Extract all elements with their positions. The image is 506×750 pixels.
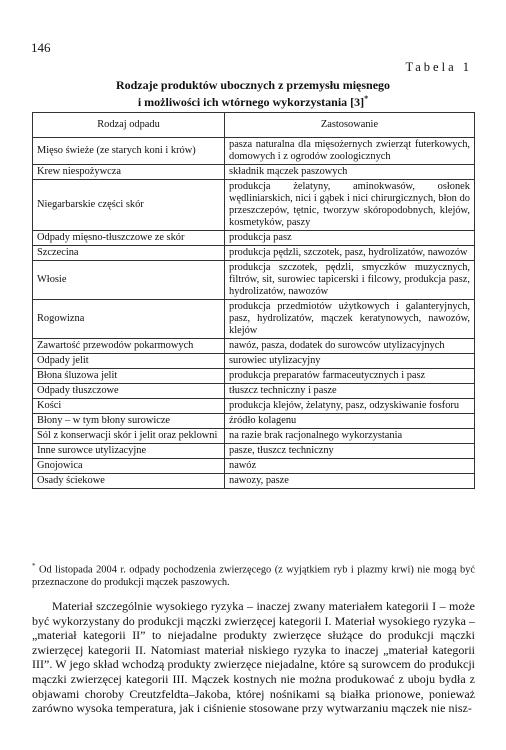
table-row: [33, 246, 475, 261]
application-cell: produkcja szczotek, pędzli, smyczków muzycznych, filtrów, sit, surowiec tapicerski i filcowy, produkcja pasz, hydrolizatów, nawozów: [225, 261, 475, 300]
application-cell: pasze, tłuszcz techniczny: [225, 444, 475, 459]
table-row: [33, 138, 475, 165]
waste-type-cell: Rogowizna: [33, 300, 225, 339]
waste-type-cell: Szczecina: [33, 246, 225, 261]
table-row: [33, 339, 475, 354]
application-cell: nawóz, pasza, dodatek do surowców utylizacyjnych: [225, 339, 475, 354]
title-footnote-mark: *: [364, 94, 369, 103]
table-row: [33, 369, 475, 384]
table-row: [33, 429, 475, 444]
application-cell: składnik mączek paszowych: [225, 165, 475, 180]
table-row: [33, 165, 475, 180]
application-cell: na razie brak racjonalnego wykorzystania: [225, 429, 475, 444]
footnote-mark: *: [32, 562, 36, 570]
waste-type-cell: Włosie: [33, 261, 225, 300]
waste-type-cell: Inne surowce utylizacyjne: [33, 444, 225, 459]
table-body: [33, 138, 475, 489]
application-cell: produkcja pasz: [225, 231, 475, 246]
waste-type-cell: Gnojowica: [33, 459, 225, 474]
table-label: Tabela 1: [405, 60, 472, 74]
table-row: [33, 384, 475, 399]
title-line-2-text: i możliwości ich wtórnego wykorzystania [3]: [137, 95, 365, 109]
waste-type-cell: Odpady jelit: [33, 354, 225, 369]
application-cell: produkcja klejów, żelatyny, pasz, odzyskiwanie fosforu: [225, 399, 475, 414]
page-number: 146: [31, 40, 51, 55]
waste-type-cell: Krew niespożywcza: [33, 165, 225, 180]
footnote-text: Od listopada 2004 r. odpady pochodzenia zwierzęcego (z wyjątkiem ryb i plazmy krwi) nie mogą być przeznaczone do produkcji mączek paszowych.: [32, 564, 475, 589]
title-line-2: [60, 92, 446, 109]
table-row: [33, 399, 475, 414]
title-line-1: Rodzaje produktów ubocznych z przemysłu mięsnego: [115, 78, 391, 92]
table-row: [33, 300, 475, 339]
table-row: [33, 414, 475, 429]
application-cell: produkcja przedmiotów użytkowych i galanteryjnych, pasz, hydrolizatów, mączek keratynowych, nawozów, klejów: [225, 300, 475, 339]
table-title: [60, 78, 446, 109]
waste-type-cell: Zawartość przewodów pokarmowych: [33, 339, 225, 354]
application-cell: nawóz: [225, 459, 475, 474]
waste-type-cell: Kości: [33, 399, 225, 414]
byproducts-table: [32, 112, 475, 489]
application-cell: produkcja pędzli, szczotek, pasz, hydrolizatów, nawozów: [225, 246, 475, 261]
application-cell: pasza naturalna dla mięsożernych zwierząt futerkowych, domowych i z ogrodów zoologicznych: [225, 138, 475, 165]
waste-type-cell: Błona śluzowa jelit: [33, 369, 225, 384]
waste-type-cell: Błony – w tym błony surowicze: [33, 414, 225, 429]
application-cell: tłuszcz techniczny i pasze: [225, 384, 475, 399]
header-waste-type: Rodzaj odpadu: [33, 113, 225, 138]
table-row: [33, 474, 475, 489]
application-cell: nawozy, pasze: [225, 474, 475, 489]
table-row: [33, 180, 475, 231]
application-cell: surowiec utylizacyjny: [225, 354, 475, 369]
footnote: [32, 560, 475, 589]
application-cell: źródło kolagenu: [225, 414, 475, 429]
table-row: [33, 354, 475, 369]
body-paragraph: Materiał szczególnie wysokiego ryzyka – inaczej zwany materiałem kategorii I – może być wykorzystany do produkcji mączki zwierzęcej kategorii I. Materiał wysokiego ryzyka – „materiał kategorii II” to niejadalne produkty zwierzęce służące do produkcji mączki zwierzęcej kategorii II. Natomiast materiał niskiego ryzyka to inaczej „materiał kategorii III”. W jego skład wchodzą produkty zwierzęce niejadalne, które są surowcem do produkcji mączki zwierzęcej kategorii III. Mączek kostnych nie można produkować z uboju bydła z objawami choroby Creutzfeldta–Jakoba, której nośnikami są białka prionowe, ponieważ zarówno wysoka temperatura, jak i ciśnienie stosowane przy wytwarzaniu mączek nie nisz-: [32, 599, 475, 716]
application-cell: produkcja preparatów farmaceutycznych i pasz: [225, 369, 475, 384]
table-header-row: [33, 113, 475, 138]
table-row: [33, 444, 475, 459]
waste-type-cell: Odpady mięsno-tłuszczowe ze skór: [33, 231, 225, 246]
waste-type-cell: Osady ściekowe: [33, 474, 225, 489]
table-row: [33, 261, 475, 300]
table-row: [33, 231, 475, 246]
waste-type-cell: Niegarbarskie części skór: [33, 180, 225, 231]
header-application: Zastosowanie: [225, 113, 475, 138]
waste-type-cell: Odpady tłuszczowe: [33, 384, 225, 399]
application-cell: produkcja żelatyny, aminokwasów, osłonek wędliniarskich, nici i gąbek i nici chirurgicznych, błon do przeszczepów, tętnic, tworzyw skóropodobnych, klejów, kosmetyków, paszy: [225, 180, 475, 231]
table-row: [33, 459, 475, 474]
waste-type-cell: Mięso świeże (ze starych koni i krów): [33, 138, 225, 165]
waste-type-cell: Sól z konserwacji skór i jelit oraz peklowni: [33, 429, 225, 444]
